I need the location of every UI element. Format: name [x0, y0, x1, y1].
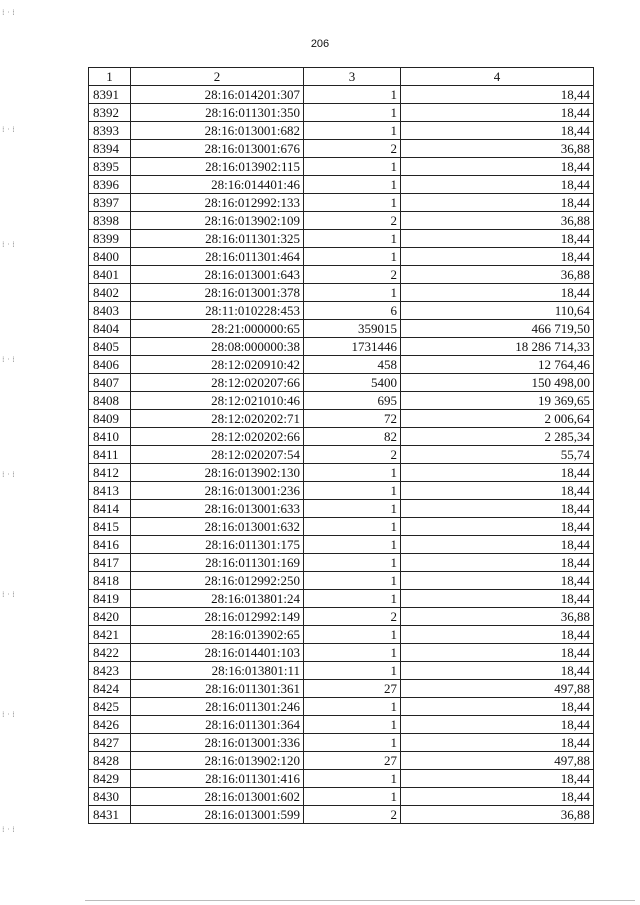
row-number-cell: 8393	[89, 122, 131, 140]
table-body	[89, 86, 594, 824]
table-row	[89, 608, 594, 626]
table-row	[89, 212, 594, 230]
amount-cell: 36,88	[401, 806, 594, 824]
row-number-cell: 8427	[89, 734, 131, 752]
row-number-cell: 8429	[89, 770, 131, 788]
margin-mark: ⁞ · ⁞	[2, 825, 15, 834]
amount-cell: 18,44	[401, 626, 594, 644]
table-row	[89, 284, 594, 302]
quantity-cell: 2	[304, 446, 401, 464]
amount-cell: 18,44	[401, 500, 594, 518]
header-cell-4: 4	[401, 68, 594, 86]
amount-cell: 18,44	[401, 122, 594, 140]
row-number-cell: 8395	[89, 158, 131, 176]
row-number-cell: 8419	[89, 590, 131, 608]
table-row	[89, 536, 594, 554]
table-row	[89, 518, 594, 536]
table-row	[89, 158, 594, 176]
page-number: 206	[310, 38, 330, 50]
amount-cell: 18,44	[401, 518, 594, 536]
cadastral-number-cell: 28:16:013902:65	[131, 626, 304, 644]
row-number-cell: 8425	[89, 698, 131, 716]
amount-cell: 18,44	[401, 230, 594, 248]
row-number-cell: 8406	[89, 356, 131, 374]
table-row	[89, 104, 594, 122]
amount-cell: 497,88	[401, 752, 594, 770]
amount-cell: 18,44	[401, 248, 594, 266]
cadastral-number-cell: 28:16:013001:682	[131, 122, 304, 140]
quantity-cell: 1	[304, 770, 401, 788]
cadastral-number-cell: 28:16:011301:350	[131, 104, 304, 122]
amount-cell: 18,44	[401, 788, 594, 806]
cadastral-number-cell: 28:16:013902:120	[131, 752, 304, 770]
quantity-cell: 1	[304, 122, 401, 140]
amount-cell: 18,44	[401, 644, 594, 662]
quantity-cell: 1	[304, 464, 401, 482]
table-row	[89, 572, 594, 590]
amount-cell: 18,44	[401, 464, 594, 482]
quantity-cell: 27	[304, 680, 401, 698]
footer-line	[85, 900, 635, 901]
table-row	[89, 428, 594, 446]
quantity-cell: 1	[304, 536, 401, 554]
row-number-cell: 8392	[89, 104, 131, 122]
quantity-cell: 1	[304, 194, 401, 212]
quantity-cell: 2	[304, 608, 401, 626]
table-row	[89, 590, 594, 608]
quantity-cell: 1	[304, 248, 401, 266]
amount-cell: 150 498,00	[401, 374, 594, 392]
amount-cell: 36,88	[401, 212, 594, 230]
quantity-cell: 2	[304, 806, 401, 824]
amount-cell: 36,88	[401, 266, 594, 284]
quantity-cell: 82	[304, 428, 401, 446]
row-number-cell: 8431	[89, 806, 131, 824]
amount-cell: 18,44	[401, 572, 594, 590]
table-row	[89, 806, 594, 824]
quantity-cell: 1	[304, 482, 401, 500]
table-row	[89, 500, 594, 518]
quantity-cell: 72	[304, 410, 401, 428]
table-row	[89, 626, 594, 644]
table-row	[89, 770, 594, 788]
table-row	[89, 302, 594, 320]
row-number-cell: 8424	[89, 680, 131, 698]
quantity-cell: 1	[304, 626, 401, 644]
row-number-cell: 8409	[89, 410, 131, 428]
quantity-cell: 5400	[304, 374, 401, 392]
row-number-cell: 8428	[89, 752, 131, 770]
quantity-cell: 1	[304, 590, 401, 608]
table-row	[89, 122, 594, 140]
cadastral-number-cell: 28:16:014401:46	[131, 176, 304, 194]
margin-mark: ⁞ · ⁞	[2, 470, 15, 479]
table-row	[89, 680, 594, 698]
quantity-cell: 359015	[304, 320, 401, 338]
cadastral-number-cell: 28:16:014401:103	[131, 644, 304, 662]
cadastral-number-cell: 28:16:013001:632	[131, 518, 304, 536]
row-number-cell: 8399	[89, 230, 131, 248]
amount-cell: 2 285,34	[401, 428, 594, 446]
table-row	[89, 374, 594, 392]
cadastral-number-cell: 28:11:010228:453	[131, 302, 304, 320]
table-row	[89, 716, 594, 734]
header-cell-1: 1	[89, 68, 131, 86]
amount-cell: 55,74	[401, 446, 594, 464]
amount-cell: 12 764,46	[401, 356, 594, 374]
amount-cell: 18,44	[401, 86, 594, 104]
row-number-cell: 8398	[89, 212, 131, 230]
quantity-cell: 1	[304, 518, 401, 536]
quantity-cell: 1	[304, 734, 401, 752]
amount-cell: 18,44	[401, 698, 594, 716]
margin-mark: ⁞ · ⁞	[2, 355, 15, 364]
quantity-cell: 695	[304, 392, 401, 410]
header-cell-3: 3	[304, 68, 401, 86]
row-number-cell: 8426	[89, 716, 131, 734]
row-number-cell: 8402	[89, 284, 131, 302]
cadastral-number-cell: 28:12:020202:71	[131, 410, 304, 428]
table-row	[89, 338, 594, 356]
cadastral-number-cell: 28:16:011301:464	[131, 248, 304, 266]
quantity-cell: 1	[304, 500, 401, 518]
quantity-cell: 1	[304, 86, 401, 104]
cadastral-number-cell: 28:16:011301:246	[131, 698, 304, 716]
cadastral-number-cell: 28:12:020910:42	[131, 356, 304, 374]
cadastral-number-cell: 28:21:000000:65	[131, 320, 304, 338]
table-row	[89, 482, 594, 500]
row-number-cell: 8422	[89, 644, 131, 662]
amount-cell: 36,88	[401, 140, 594, 158]
margin-mark: ⁞ · ⁞	[2, 710, 15, 719]
quantity-cell: 2	[304, 140, 401, 158]
row-number-cell: 8391	[89, 86, 131, 104]
row-number-cell: 8408	[89, 392, 131, 410]
quantity-cell: 2	[304, 212, 401, 230]
cadastral-number-cell: 28:16:013001:633	[131, 500, 304, 518]
quantity-cell: 1731446	[304, 338, 401, 356]
cadastral-number-cell: 28:12:020207:54	[131, 446, 304, 464]
quantity-cell: 6	[304, 302, 401, 320]
amount-cell: 110,64	[401, 302, 594, 320]
cadastral-number-cell: 28:16:012992:149	[131, 608, 304, 626]
row-number-cell: 8414	[89, 500, 131, 518]
quantity-cell: 1	[304, 698, 401, 716]
table-row	[89, 176, 594, 194]
margin-mark: ⁞ · ⁞	[2, 125, 15, 134]
row-number-cell: 8396	[89, 176, 131, 194]
row-number-cell: 8410	[89, 428, 131, 446]
header-row	[89, 68, 594, 86]
header-cell-2: 2	[131, 68, 304, 86]
cadastral-number-cell: 28:08:000000:38	[131, 338, 304, 356]
cadastral-number-cell: 28:16:012992:250	[131, 572, 304, 590]
table-row	[89, 320, 594, 338]
amount-cell: 18,44	[401, 158, 594, 176]
row-number-cell: 8417	[89, 554, 131, 572]
table-row	[89, 734, 594, 752]
amount-cell: 36,88	[401, 608, 594, 626]
cadastral-number-cell: 28:16:013801:24	[131, 590, 304, 608]
quantity-cell: 1	[304, 788, 401, 806]
table-row	[89, 752, 594, 770]
row-number-cell: 8421	[89, 626, 131, 644]
row-number-cell: 8430	[89, 788, 131, 806]
cadastral-number-cell: 28:16:011301:416	[131, 770, 304, 788]
cadastral-number-cell: 28:16:014201:307	[131, 86, 304, 104]
quantity-cell: 1	[304, 644, 401, 662]
registry-table	[88, 67, 594, 824]
table-row	[89, 392, 594, 410]
cadastral-number-cell: 28:12:021010:46	[131, 392, 304, 410]
quantity-cell: 1	[304, 572, 401, 590]
row-number-cell: 8423	[89, 662, 131, 680]
cadastral-number-cell: 28:16:011301:175	[131, 536, 304, 554]
cadastral-number-cell: 28:16:013001:336	[131, 734, 304, 752]
table-row	[89, 248, 594, 266]
table-row	[89, 86, 594, 104]
table-row	[89, 662, 594, 680]
table-row	[89, 644, 594, 662]
row-number-cell: 8401	[89, 266, 131, 284]
row-number-cell: 8415	[89, 518, 131, 536]
row-number-cell: 8403	[89, 302, 131, 320]
amount-cell: 18,44	[401, 194, 594, 212]
cadastral-number-cell: 28:16:012992:133	[131, 194, 304, 212]
amount-cell: 18,44	[401, 176, 594, 194]
table-row	[89, 194, 594, 212]
table-row	[89, 698, 594, 716]
margin-mark: ⁞ · ⁞	[2, 8, 15, 17]
quantity-cell: 1	[304, 104, 401, 122]
cadastral-number-cell: 28:16:013001:236	[131, 482, 304, 500]
cadastral-number-cell: 28:16:013001:643	[131, 266, 304, 284]
quantity-cell: 2	[304, 266, 401, 284]
amount-cell: 466 719,50	[401, 320, 594, 338]
amount-cell: 19 369,65	[401, 392, 594, 410]
table-row	[89, 356, 594, 374]
row-number-cell: 8397	[89, 194, 131, 212]
cadastral-number-cell: 28:16:013801:11	[131, 662, 304, 680]
quantity-cell: 1	[304, 662, 401, 680]
row-number-cell: 8420	[89, 608, 131, 626]
cadastral-number-cell: 28:16:013902:115	[131, 158, 304, 176]
table-row	[89, 464, 594, 482]
row-number-cell: 8418	[89, 572, 131, 590]
amount-cell: 18,44	[401, 554, 594, 572]
cadastral-number-cell: 28:16:013902:109	[131, 212, 304, 230]
table-row	[89, 446, 594, 464]
cadastral-number-cell: 28:16:013001:602	[131, 788, 304, 806]
row-number-cell: 8416	[89, 536, 131, 554]
row-number-cell: 8411	[89, 446, 131, 464]
amount-cell: 497,88	[401, 680, 594, 698]
cadastral-number-cell: 28:16:013001:599	[131, 806, 304, 824]
amount-cell: 18,44	[401, 716, 594, 734]
amount-cell: 18 286 714,33	[401, 338, 594, 356]
amount-cell: 18,44	[401, 662, 594, 680]
amount-cell: 18,44	[401, 104, 594, 122]
margin-mark: ⁞ · ⁞	[2, 240, 15, 249]
row-number-cell: 8394	[89, 140, 131, 158]
table-row	[89, 410, 594, 428]
quantity-cell: 1	[304, 554, 401, 572]
cadastral-number-cell: 28:16:013001:676	[131, 140, 304, 158]
cadastral-number-cell: 28:16:011301:169	[131, 554, 304, 572]
row-number-cell: 8404	[89, 320, 131, 338]
table-row	[89, 230, 594, 248]
cadastral-number-cell: 28:16:013001:378	[131, 284, 304, 302]
cadastral-number-cell: 28:12:020207:66	[131, 374, 304, 392]
table-row	[89, 266, 594, 284]
cadastral-number-cell: 28:16:011301:361	[131, 680, 304, 698]
table-row	[89, 788, 594, 806]
table-row	[89, 554, 594, 572]
row-number-cell: 8407	[89, 374, 131, 392]
amount-cell: 2 006,64	[401, 410, 594, 428]
quantity-cell: 1	[304, 230, 401, 248]
row-number-cell: 8400	[89, 248, 131, 266]
row-number-cell: 8413	[89, 482, 131, 500]
row-number-cell: 8412	[89, 464, 131, 482]
amount-cell: 18,44	[401, 284, 594, 302]
table-header	[89, 68, 594, 86]
amount-cell: 18,44	[401, 536, 594, 554]
quantity-cell: 1	[304, 284, 401, 302]
quantity-cell: 1	[304, 716, 401, 734]
amount-cell: 18,44	[401, 590, 594, 608]
quantity-cell: 458	[304, 356, 401, 374]
quantity-cell: 1	[304, 158, 401, 176]
quantity-cell: 1	[304, 176, 401, 194]
amount-cell: 18,44	[401, 770, 594, 788]
cadastral-number-cell: 28:16:011301:325	[131, 230, 304, 248]
amount-cell: 18,44	[401, 734, 594, 752]
cadastral-number-cell: 28:16:011301:364	[131, 716, 304, 734]
margin-mark: ⁞ · ⁞	[2, 590, 15, 599]
quantity-cell: 27	[304, 752, 401, 770]
amount-cell: 18,44	[401, 482, 594, 500]
table-row	[89, 140, 594, 158]
row-number-cell: 8405	[89, 338, 131, 356]
cadastral-number-cell: 28:12:020202:66	[131, 428, 304, 446]
cadastral-number-cell: 28:16:013902:130	[131, 464, 304, 482]
